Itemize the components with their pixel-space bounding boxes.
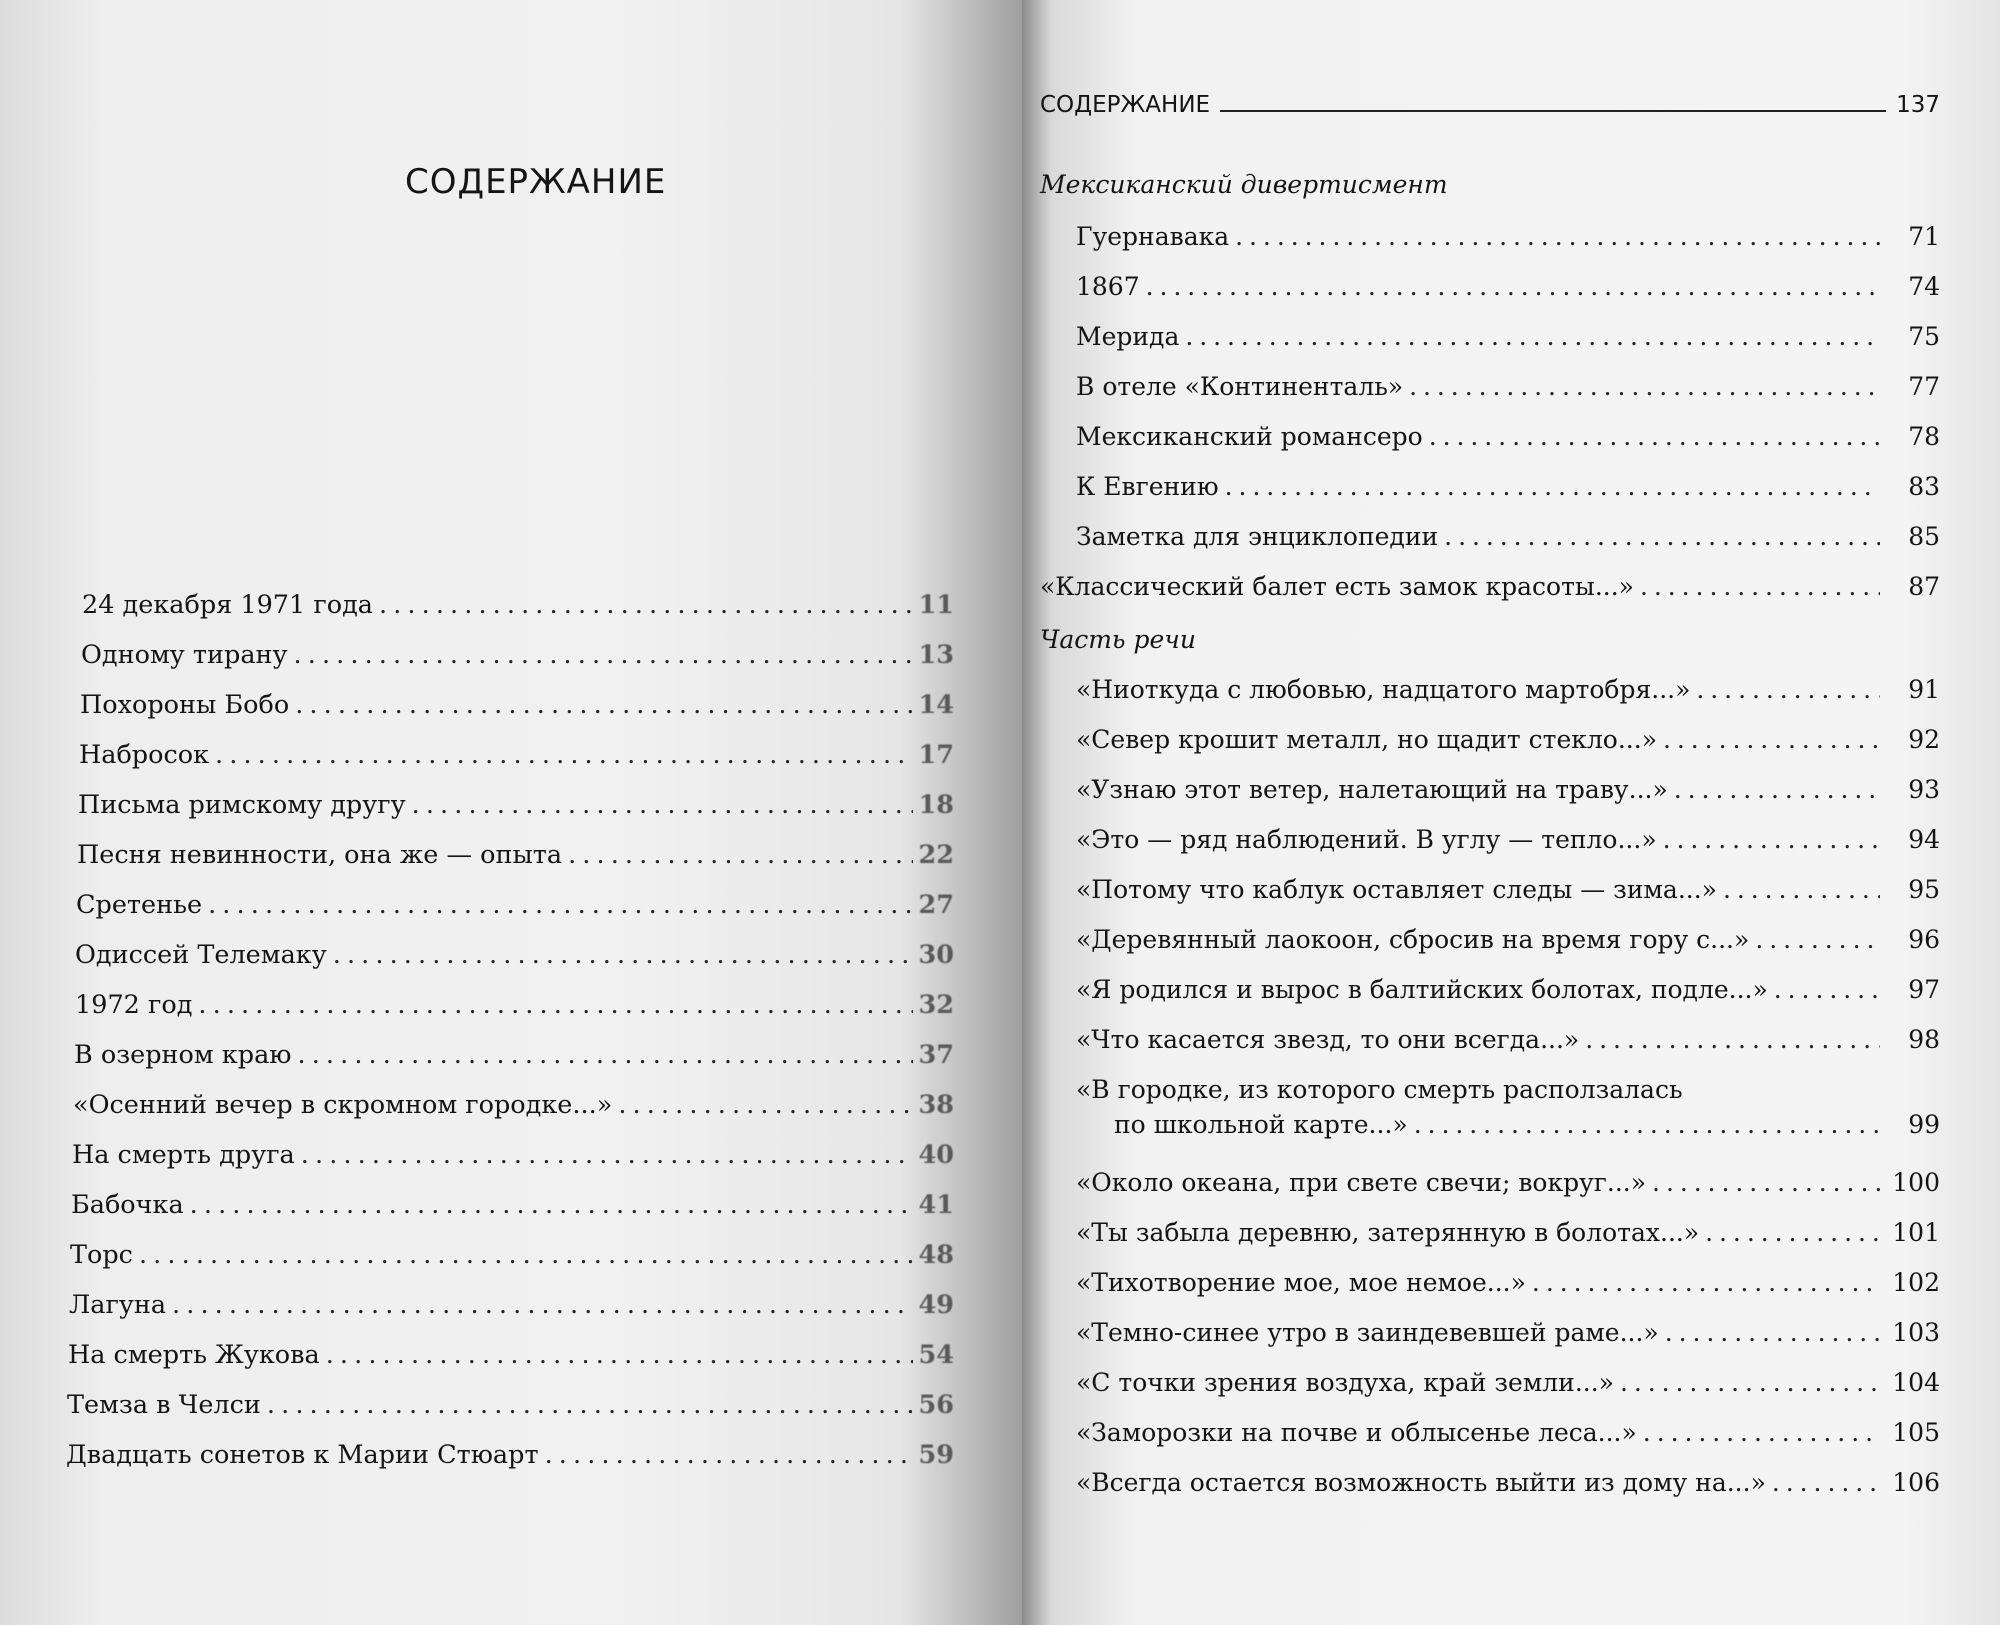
dot-leader — [1652, 1168, 1880, 1197]
toc-entry-page: 59 — [918, 1440, 954, 1470]
toc-entry-page: 40 — [918, 1140, 954, 1170]
toc-entry-page: 87 — [1908, 572, 1940, 601]
toc-entry-page: 106 — [1892, 1468, 1940, 1497]
dot-leader — [1755, 925, 1880, 954]
toc-entry-title: Лагуна — [69, 1290, 167, 1320]
toc-entry-page: 95 — [1908, 875, 1940, 904]
toc-entry-title: 1867 — [1076, 272, 1140, 301]
toc-entry-title: «Всегда остается возможность выйти из дому на...» — [1076, 1468, 1766, 1497]
toc-entry-title: «Я родился и вырос в балтийских болотах, подле...» — [1076, 975, 1768, 1004]
toc-entry-page: 75 — [1908, 322, 1940, 351]
toc-entry — [1076, 272, 1940, 301]
toc-entry — [1076, 675, 1940, 704]
dot-leader — [1620, 1368, 1880, 1397]
dot-leader — [1663, 725, 1880, 754]
toc-entry — [69, 1290, 954, 1320]
toc-entry-title: «Заморозки на почве и облысенье леса...» — [1076, 1418, 1637, 1447]
dot-leader — [1146, 272, 1880, 301]
toc-entry — [71, 1190, 954, 1220]
toc-entry-title: На смерть Жукова — [68, 1340, 320, 1370]
running-header — [1040, 92, 1940, 118]
toc-entry-title: Бабочка — [71, 1190, 184, 1220]
toc-entry-title: «Темно-синее утро в заиндевевшей раме...» — [1076, 1318, 1659, 1347]
toc-entry-title: «Тихотворение мое, мое немое...» — [1076, 1268, 1526, 1297]
toc-entry — [72, 1140, 954, 1170]
toc-entry-title: «Потому что каблук оставляет следы — зима...» — [1076, 875, 1717, 904]
toc-entry-page: 93 — [1908, 775, 1940, 804]
section-title: Часть речи — [1040, 625, 1196, 654]
toc-entry-page: 38 — [918, 1090, 954, 1120]
toc-entry — [1076, 1468, 1940, 1497]
toc-entry-page: 104 — [1892, 1368, 1940, 1397]
toc-entry-title: «Это — ряд наблюдений. В углу — тепло...» — [1076, 825, 1657, 854]
dot-leader — [379, 590, 913, 620]
toc-entry-page: 14 — [918, 690, 954, 720]
toc-entry-title: К Евгению — [1076, 472, 1219, 501]
toc-entry-page: 13 — [918, 640, 954, 670]
dot-leader — [1643, 1418, 1880, 1447]
toc-entry — [1076, 222, 1940, 251]
toc-entry-title: «Ниоткуда с любовью, надцатого мартобря...» — [1076, 675, 1691, 704]
toc-entry-title: «Что касается звезд, то они всегда...» — [1076, 1025, 1580, 1054]
toc-entry-title: Сретенье — [76, 890, 203, 920]
dot-leader — [1665, 1318, 1880, 1347]
dot-leader — [1225, 472, 1880, 501]
dot-leader — [618, 1090, 912, 1120]
toc-entry-page: 83 — [1908, 472, 1940, 501]
toc-entry — [76, 890, 954, 920]
dot-leader — [1774, 975, 1880, 1004]
toc-entry-title: Мерида — [1076, 322, 1180, 351]
toc-entry-page: 32 — [918, 990, 954, 1020]
toc-entry — [1076, 472, 1940, 501]
toc-entry-page: 102 — [1892, 1268, 1940, 1297]
toc-entry-title: «Осенний вечер в скромном городке...» — [73, 1090, 613, 1120]
dot-leader — [1663, 825, 1880, 854]
toc-entry — [75, 990, 954, 1020]
page-number: 137 — [1896, 92, 1940, 118]
dot-leader — [1235, 222, 1880, 251]
toc-entry — [75, 940, 954, 970]
header-rule — [1220, 110, 1886, 112]
toc-entry-page: 48 — [918, 1240, 954, 1270]
toc-entry — [1076, 1368, 1940, 1397]
toc-entry-title: Письма римскому другу — [78, 790, 406, 820]
dot-leader — [215, 740, 912, 770]
toc-entry-page: 30 — [918, 940, 954, 970]
dot-leader — [1444, 522, 1880, 551]
toc-entry-page: 71 — [1908, 222, 1940, 251]
toc-entry — [77, 840, 954, 870]
toc-entry-page: 78 — [1908, 422, 1940, 451]
toc-entry — [1076, 1218, 1940, 1247]
dot-leader — [208, 890, 912, 920]
toc-entry-page: 74 — [1908, 272, 1940, 301]
toc-entry-page: 49 — [918, 1290, 954, 1320]
toc-entry-continuation — [1076, 1110, 1940, 1139]
toc-entry — [1040, 572, 1940, 601]
dot-leader — [1696, 675, 1880, 704]
section-title: Мексиканский дивертисмент — [1040, 170, 1448, 199]
toc-entry-page: 22 — [918, 840, 954, 870]
toc-entry-page: 37 — [918, 1040, 954, 1070]
toc-entry-title: «Узнаю этот ветер, налетающий на траву...» — [1076, 775, 1668, 804]
toc-entry-page: 97 — [1908, 975, 1940, 1004]
right-page — [1022, 0, 2000, 1625]
toc-entry-page: 27 — [918, 890, 954, 920]
toc-entry-page: 18 — [918, 790, 954, 820]
toc-entry — [1076, 1268, 1940, 1297]
toc-entry — [1076, 825, 1940, 854]
toc-entry — [1076, 875, 1940, 904]
toc-entry-title: «Ты забыла деревню, затерянную в болотах...» — [1076, 1218, 1700, 1247]
toc-entry-title: В озерном краю — [74, 1040, 292, 1070]
toc-entry — [79, 740, 954, 770]
page-title: СОДЕРЖАНИЕ — [405, 162, 667, 202]
dot-leader — [1723, 875, 1880, 904]
dot-leader — [301, 1140, 913, 1170]
toc-entry — [80, 690, 954, 720]
toc-entry — [1076, 422, 1940, 451]
dot-leader — [412, 790, 913, 820]
dot-leader — [294, 640, 913, 670]
toc-entry — [1076, 1025, 1940, 1054]
toc-entry-page: 99 — [1908, 1110, 1940, 1139]
toc-entry-title: Торс — [70, 1240, 133, 1270]
toc-entry-page: 54 — [918, 1340, 954, 1370]
toc-entry-title: Мексиканский романсеро — [1076, 422, 1423, 451]
toc-entry-page: 101 — [1892, 1218, 1940, 1247]
dot-leader — [172, 1290, 912, 1320]
toc-entry-title: «В городке, из которого смерть расползалась — [1076, 1075, 1683, 1104]
dot-leader — [545, 1440, 913, 1470]
toc-entry-page: 77 — [1908, 372, 1940, 401]
dot-leader — [568, 840, 912, 870]
toc-entry-title: «Деревянный лаокоон, сбросив на время гору с...» — [1076, 925, 1750, 954]
toc-entry — [74, 1040, 954, 1070]
toc-entry-title: Темза в Челси — [67, 1390, 261, 1420]
toc-entry — [1076, 775, 1940, 804]
dot-leader — [333, 940, 913, 970]
toc-entry — [1076, 725, 1940, 754]
dot-leader — [1532, 1268, 1880, 1297]
dot-leader — [1185, 322, 1880, 351]
toc-entry-title: Одному тирану — [81, 640, 288, 670]
toc-entry — [1076, 522, 1940, 551]
toc-entry — [66, 1440, 954, 1470]
toc-entry-title: Одиссей Телемаку — [75, 940, 327, 970]
toc-entry-page: 56 — [918, 1390, 954, 1420]
toc-entry-page: 92 — [1908, 725, 1940, 754]
dot-leader — [1640, 572, 1880, 601]
toc-entry — [1076, 975, 1940, 1004]
toc-entry-title: Заметка для энциклопедии — [1076, 522, 1439, 551]
toc-entry-title: На смерть друга — [72, 1140, 295, 1170]
toc-entry — [1076, 1418, 1940, 1447]
toc-entry — [67, 1390, 954, 1420]
toc-entry-page: 98 — [1908, 1025, 1940, 1054]
toc-entry — [68, 1340, 954, 1370]
toc-entry — [1076, 372, 1940, 401]
toc-entry-title: Набросок — [79, 740, 210, 770]
dot-leader — [139, 1240, 913, 1270]
toc-entry — [73, 1090, 954, 1120]
toc-entry — [1076, 925, 1940, 954]
dot-leader — [1585, 1025, 1880, 1054]
toc-entry-page: 91 — [1908, 675, 1940, 704]
running-header-title: СОДЕРЖАНИЕ — [1040, 92, 1211, 118]
toc-entry-page: 11 — [918, 590, 954, 620]
dot-leader — [1429, 422, 1880, 451]
toc-entry-title: 24 декабря 1971 года — [82, 590, 373, 620]
toc-entry-page: 17 — [918, 740, 954, 770]
toc-entry-page: 96 — [1908, 925, 1940, 954]
toc-entry-title: 1972 год — [75, 990, 193, 1020]
toc-entry-title-line2: по школьной карте...» — [1114, 1110, 1408, 1139]
toc-entry-title: «С точки зрения воздуха, край земли...» — [1076, 1368, 1614, 1397]
toc-entry-title: Гуернавака — [1076, 222, 1230, 251]
dot-leader — [1414, 1110, 1880, 1139]
toc-entry-page: 41 — [918, 1190, 954, 1220]
dot-leader — [1772, 1468, 1880, 1497]
toc-entry-page: 85 — [1908, 522, 1940, 551]
toc-entry-title: «Около океана, при свете свечи; вокруг...» — [1076, 1168, 1647, 1197]
dot-leader — [267, 1390, 913, 1420]
dot-leader — [297, 1040, 912, 1070]
toc-entry-page: 103 — [1892, 1318, 1940, 1347]
toc-entry — [81, 640, 954, 670]
toc-entry — [1076, 1168, 1940, 1197]
toc-entry-title: Двадцать сонетов к Марии Стюарт — [66, 1440, 539, 1470]
toc-entry-title: Песня невинности, она же — опыта — [77, 840, 563, 870]
dot-leader — [1674, 775, 1880, 804]
toc-entry-title: Похороны Бобо — [80, 690, 290, 720]
toc-entry — [78, 790, 954, 820]
dot-leader — [198, 990, 912, 1020]
dot-leader — [190, 1190, 913, 1220]
toc-entry-page: 94 — [1908, 825, 1940, 854]
dot-leader — [1409, 372, 1880, 401]
toc-entry-title: «Север крошит металл, но щадит стекло...» — [1076, 725, 1657, 754]
toc-entry-page: 105 — [1892, 1418, 1940, 1447]
toc-entry-title: В отеле «Континенталь» — [1076, 372, 1404, 401]
toc-entry — [1076, 322, 1940, 351]
dot-leader — [295, 690, 912, 720]
toc-entry — [1076, 1075, 1940, 1139]
toc-entry-title: «Классический балет есть замок красоты...» — [1040, 572, 1634, 601]
toc-entry-page: 100 — [1892, 1168, 1940, 1197]
dot-leader — [326, 1340, 913, 1370]
toc-entry — [70, 1240, 954, 1270]
toc-entry — [1076, 1318, 1940, 1347]
dot-leader — [1705, 1218, 1880, 1247]
toc-entry — [82, 590, 954, 620]
